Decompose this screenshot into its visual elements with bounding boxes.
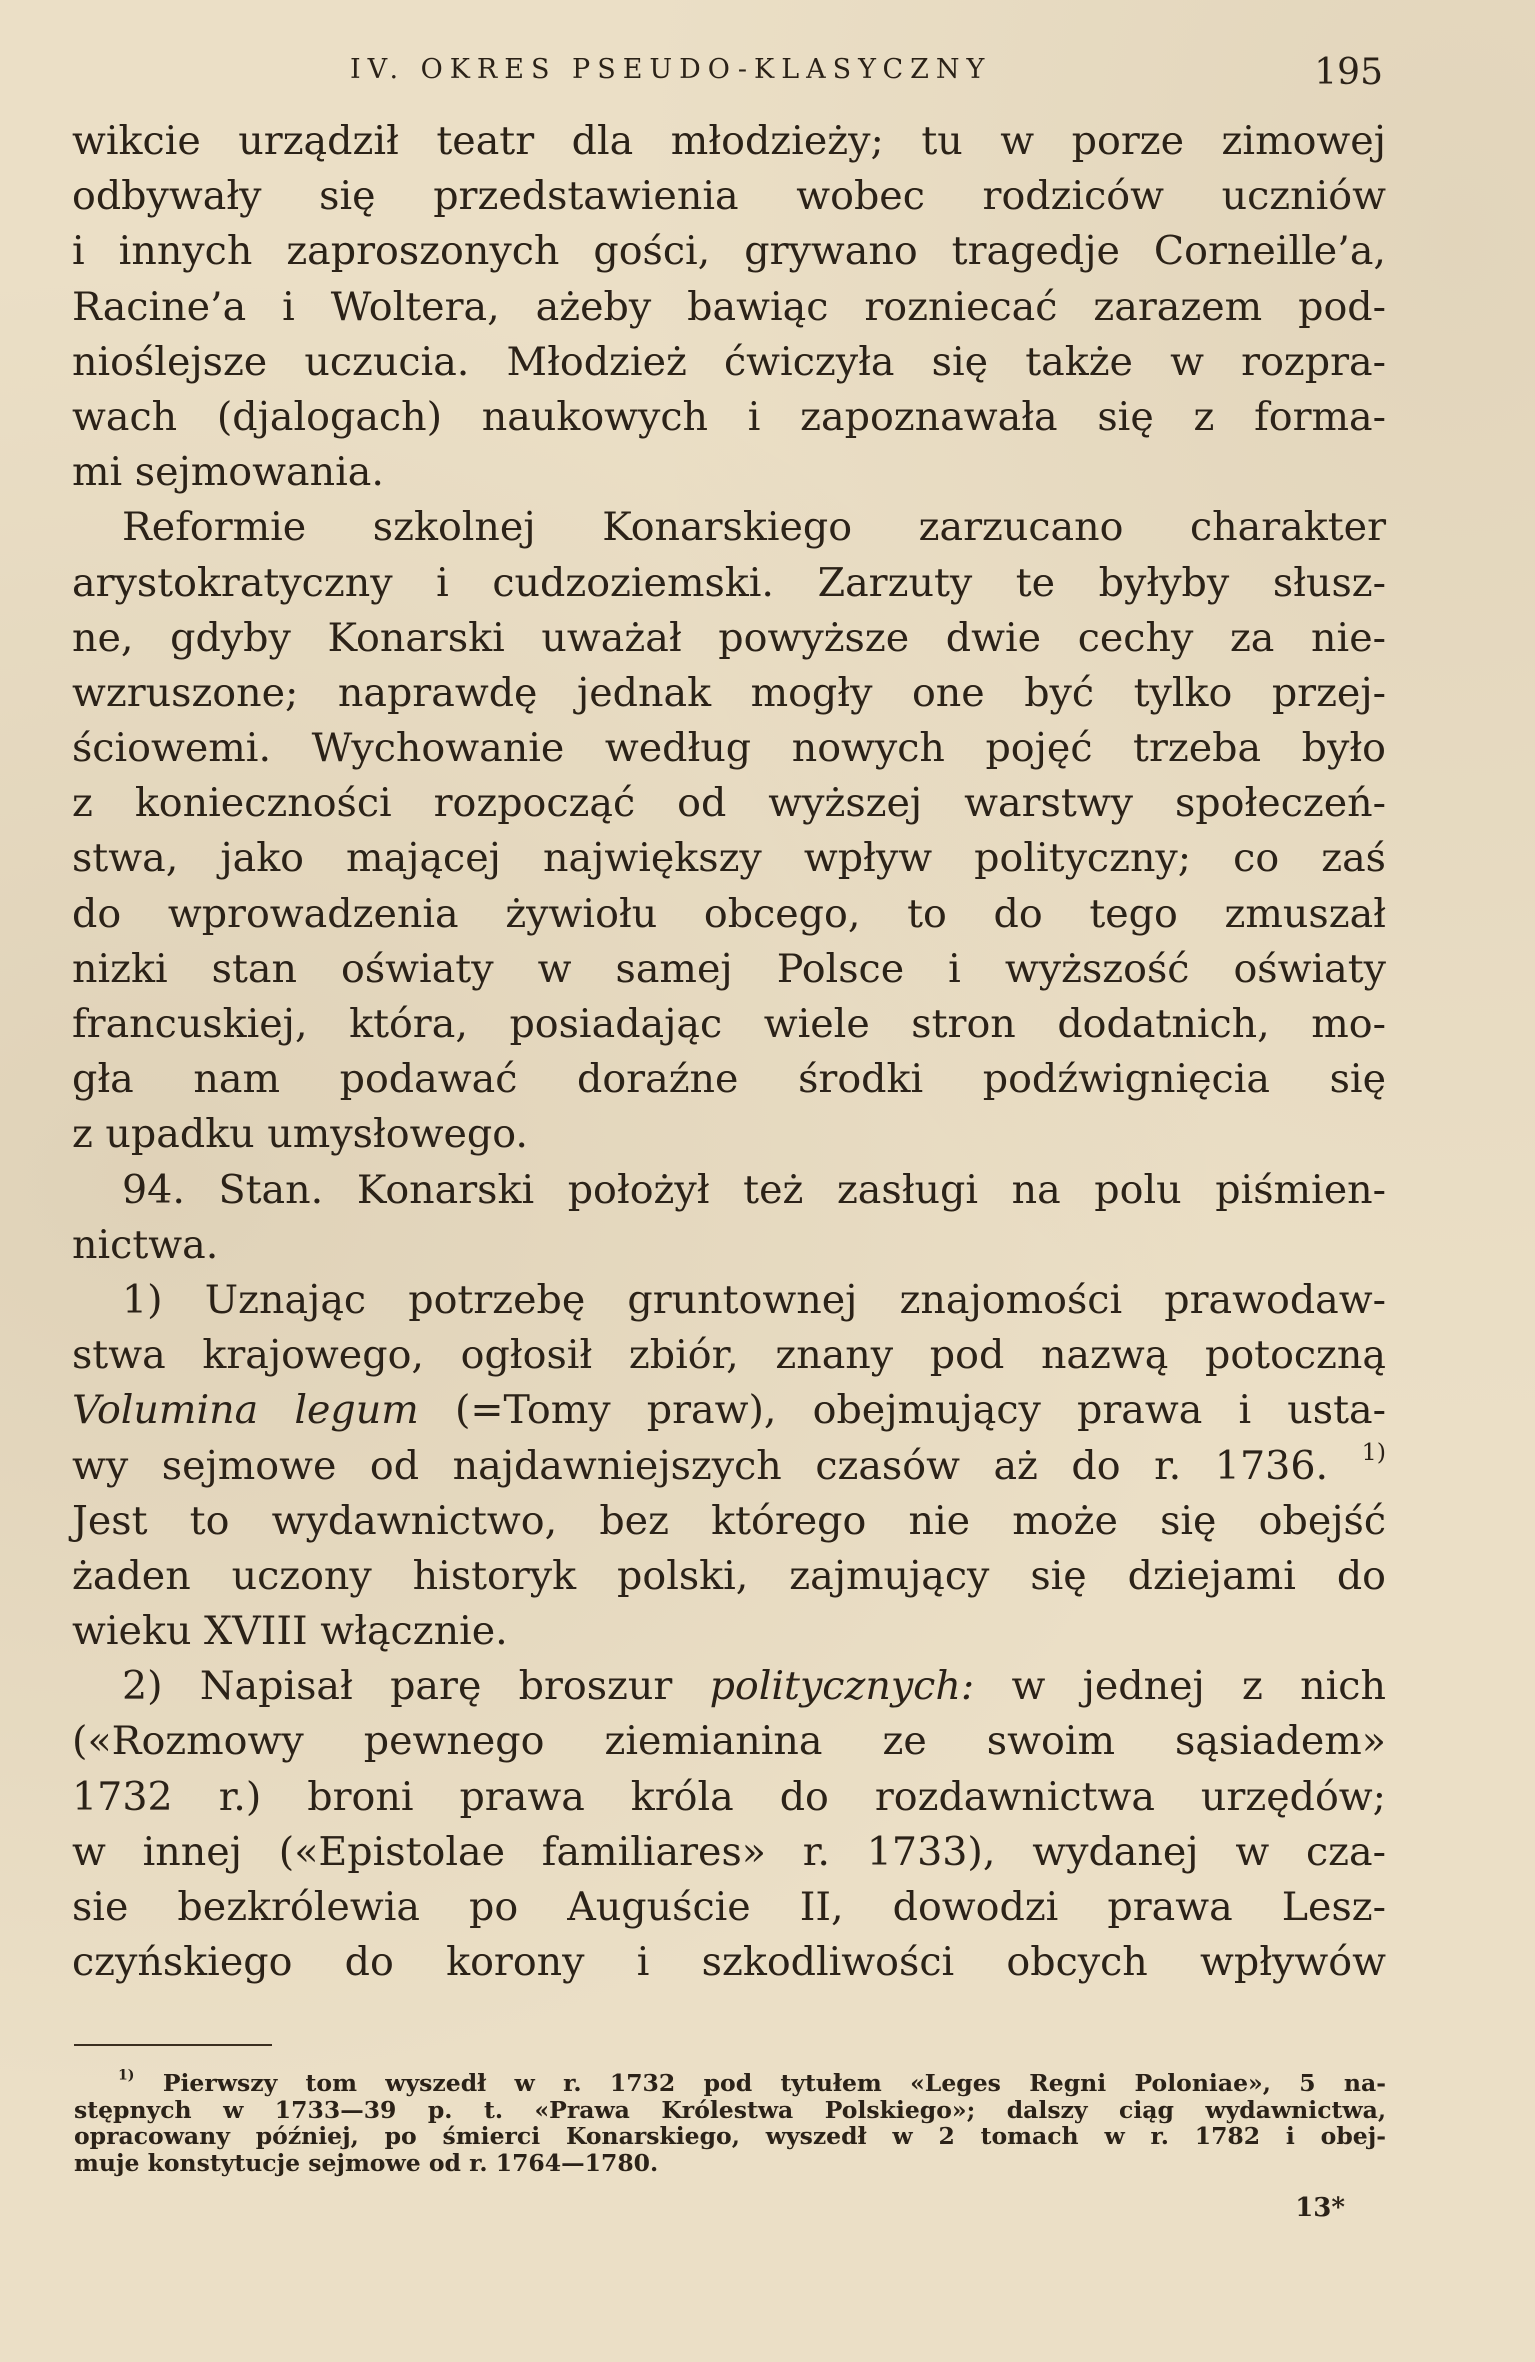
footnote-reference: 1)	[1361, 1437, 1386, 1466]
text-line: ne, gdyby Konarski uważał powyższe dwie cechy za nie-	[72, 614, 1386, 661]
text-line: Racine’a i Woltera, ażeby bawiąc rozniecać zarazem pod-	[72, 283, 1386, 330]
text-line	[72, 1383, 1386, 1438]
text-run: 2) Napisał parę broszur	[122, 1663, 673, 1710]
running-head: IV. OKRES PSEUDO-KLASYCZNY	[350, 54, 992, 85]
footnote	[74, 2067, 1386, 2177]
text-line: wikcie urządził teatr dla młodzieży; tu w porze zimowej	[72, 118, 1386, 164]
text-line: nictwa.	[72, 1221, 219, 1268]
footnote-rule	[74, 2044, 272, 2046]
text-line: nizki stan oświaty w samej Polsce i wyższość oświaty	[72, 945, 1386, 992]
footnote-line: opracowany później, po śmierci Konarskiego, wyszedł w 2 tomach w r. 1782 i obej-	[74, 2122, 1386, 2150]
text-line: Reformie szkolnej Konarskiego zarzucano charakter	[122, 504, 1386, 551]
text-line: ściowemi. Wychowanie według nowych pojęć trzeba było	[72, 725, 1386, 772]
text-line: nioślejsze uczucia. Młodzież ćwiczyła się także w rozpra-	[72, 338, 1386, 385]
text-line: wach (djalogach) naukowych i zapoznawała się z forma-	[72, 393, 1386, 440]
text-line: stwa krajowego, ogłosił zbiór, znany pod nazwą potoczną	[72, 1332, 1386, 1379]
footnote-line	[74, 2067, 1386, 2097]
text-line: gła nam podawać doraźne środki podźwignięcia się	[72, 1056, 1386, 1103]
text-line: sie bezkrólewia po Auguście II, dowodzi prawa Lesz-	[72, 1884, 1386, 1930]
footnote-line: muje konstytucje sejmowe od r. 1764—1780.	[74, 2148, 659, 2177]
text-line: francuskiej, która, posiadając wiele stron dodatnich, mo-	[72, 1001, 1386, 1047]
text-line: arystokratyczny i cudzoziemski. Zarzuty te byłyby słusz-	[72, 559, 1386, 606]
text-line	[72, 1439, 1386, 1494]
text-line: w innej («Epistolae familiares» r. 1733), wydanej w cza-	[72, 1828, 1386, 1875]
text-line: stwa, jako mającej największy wpływ polityczny; co zaś	[72, 835, 1386, 882]
italic-title: Volumina legum	[72, 1387, 419, 1434]
text-line: Jest to wydawnictwo, bez którego nie może się obejść	[72, 1497, 1386, 1544]
text-line: wieku XVIII włącznie.	[72, 1608, 508, 1655]
signature-mark: 13*	[1295, 2193, 1345, 2223]
text-line: z upadku umysłowego.	[72, 1111, 528, 1158]
text-line: wzruszone; naprawdę jednak mogły one być tylko przej-	[72, 669, 1386, 716]
footnote-line: stępnych w 1733—39 p. t. «Prawa Królestwa Polskiego»; dalszy ciąg wydawnictwa,	[74, 2095, 1386, 2124]
text-run: w jednej z nich	[1011, 1663, 1386, 1710]
text-line: żaden uczony historyk polski, zajmujący się dziejami do	[72, 1552, 1386, 1599]
page-number: 195	[1314, 52, 1383, 93]
text-line: 1732 r.) broni prawa króla do rozdawnictwa urzędów;	[72, 1773, 1386, 1820]
text-line: mi sejmowania.	[72, 449, 384, 496]
text-line: 1) Uznając potrzebę gruntownej znajomości prawodaw-	[122, 1276, 1386, 1323]
text-line: do wprowadzenia żywiołu obcego, to do tego zmuszał	[72, 890, 1386, 937]
text-line: z konieczności rozpocząć od wyższej warstwy społeczeń-	[72, 780, 1386, 827]
text-line: («Rozmowy pewnego ziemianina ze swoim sąsiadem»	[72, 1718, 1386, 1765]
text-run: Pierwszy tom wyszedł w r. 1732 pod tytułem «Leges Regni Poloniae», 5 na-	[162, 2069, 1386, 2097]
section-heading-line: 94. Stan. Konarski położył też zasługi na polu piśmien-	[122, 1166, 1386, 1213]
text-line: czyńskiego do korony i szkodliwości obcych wpływów	[72, 1939, 1386, 1986]
footnote-marker: 1)	[118, 2067, 135, 2084]
text-line	[72, 1659, 1386, 1714]
body-text	[72, 114, 1386, 1990]
text-run: (=Tomy praw), obejmujący prawa i usta-	[454, 1387, 1386, 1434]
text-line: odbywały się przedstawienia wobec rodziców uczniów	[72, 173, 1386, 220]
italic-term: politycznych:	[709, 1663, 975, 1710]
text-line: i innych zaproszonych gości, grywano tragedje Corneille’a,	[72, 228, 1386, 275]
text-run: wy sejmowe od najdawniejszych czasów aż do r. 1736.	[72, 1442, 1329, 1489]
